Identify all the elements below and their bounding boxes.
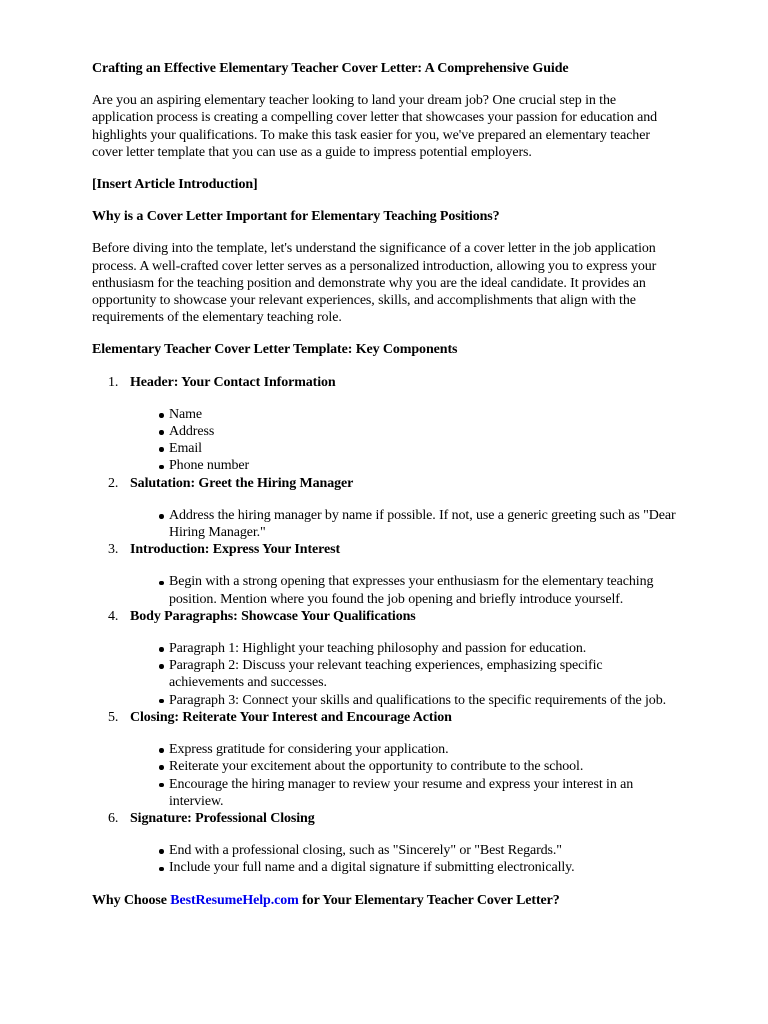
list-item-title: Closing: Reiterate Your Interest and Encourage Action xyxy=(130,709,452,725)
list-item-title: Introduction: Express Your Interest xyxy=(130,542,341,558)
list-number: 3. xyxy=(108,542,119,558)
list-item-title: Body Paragraphs: Showcase Your Qualifications xyxy=(130,608,416,624)
list-item-heading-row xyxy=(92,810,678,827)
document-title: Crafting an Effective Elementary Teacher Cover Letter: A Comprehensive Guide xyxy=(92,61,569,76)
why-choose-suffix: for Your Elementary Teacher Cover Letter? xyxy=(298,892,560,908)
bullet-list xyxy=(92,640,678,709)
bullet-item: End with a professional closing, such as "Sincerely" or "Best Regards." xyxy=(159,842,678,859)
bullet-item: Phone number xyxy=(159,457,678,474)
bullet-item: Include your full name and a digital signature if submitting electronically. xyxy=(159,859,678,876)
bullet-item: Paragraph 3: Connect your skills and qualifications to the specific requirements of the job. xyxy=(159,692,678,709)
list-item-closing xyxy=(92,709,678,810)
bullet-item: Encourage the hiring manager to review your resume and express your interest in an interview. xyxy=(159,776,678,810)
list-number: 1. xyxy=(108,374,119,390)
list-item-title: Header: Your Contact Information xyxy=(130,374,336,390)
why-choose-heading xyxy=(92,892,678,909)
bullet-list xyxy=(92,741,678,810)
list-item-heading-row xyxy=(92,709,678,726)
bullet-item: Address xyxy=(159,423,678,440)
list-item-signature xyxy=(92,810,678,877)
list-item-title: Salutation: Greet the Hiring Manager xyxy=(130,475,354,491)
bullet-item: Begin with a strong opening that expresses your enthusiasm for the elementary teaching position. Mention where you found the job opening and briefly introduce yourself. xyxy=(159,573,678,607)
list-item-body-paragraphs xyxy=(92,608,678,709)
bullet-list xyxy=(92,573,678,607)
list-number: 5. xyxy=(108,709,119,725)
list-number: 4. xyxy=(108,608,119,624)
bullet-item: Paragraph 2: Discuss your relevant teaching experiences, emphasizing specific achievements and successes. xyxy=(159,657,678,691)
why-choose-prefix: Why Choose xyxy=(92,892,171,908)
bullet-item: Email xyxy=(159,440,678,457)
bullet-list xyxy=(92,406,678,475)
list-item-header xyxy=(92,374,678,475)
list-item-heading-row xyxy=(92,475,678,492)
list-item-heading-row xyxy=(92,541,678,558)
brand-link[interactable]: BestResumeHelp.com xyxy=(170,892,299,908)
list-item-heading-row xyxy=(92,374,678,391)
why-cover-letter-heading: Why is a Cover Letter Important for Elementary Teaching Positions? xyxy=(92,209,500,225)
bullet-list xyxy=(92,842,678,876)
bullet-item: Paragraph 1: Highlight your teaching philosophy and passion for education. xyxy=(159,640,678,657)
list-number: 2. xyxy=(108,475,119,491)
bullet-item: Reiterate your excitement about the opportunity to contribute to the school. xyxy=(159,758,678,775)
list-item-salutation xyxy=(92,475,678,542)
insert-article-note: [Insert Article Introduction] xyxy=(92,177,258,193)
intro-paragraph: Are you an aspiring elementary teacher looking to land your dream job? One crucial step in the application process is creating a compelling cover letter that showcases your passion for education and highlights your qualifications. To make this task easier for you, we've prepared an elementary teacher cover letter template that you can use as a guide to impress potential employers. xyxy=(92,93,658,160)
list-number: 6. xyxy=(108,810,119,826)
key-components-heading: Elementary Teacher Cover Letter Template: Key Components xyxy=(92,342,458,358)
why-cover-letter-paragraph: Before diving into the template, let's understand the significance of a cover letter in the job application process. A well-crafted cover letter serves as a personalized introduction, allowing you to express your enthusiasm for the teaching position and demonstrate why you are the ideal candidate. It provides an opportunity to showcase your relevant experiences, skills, and accomplishments that align with the requirements of the elementary teaching role. xyxy=(92,241,657,326)
list-item-introduction xyxy=(92,541,678,608)
bullet-item: Address the hiring manager by name if possible. If not, use a generic greeting such as "Dear Hiring Manager." xyxy=(159,507,678,541)
components-list xyxy=(92,374,678,877)
list-item-heading-row xyxy=(92,608,678,625)
bullet-list xyxy=(92,507,678,541)
bullet-item: Express gratitude for considering your application. xyxy=(159,741,678,758)
bullet-item: Name xyxy=(159,406,678,423)
list-item-title: Signature: Professional Closing xyxy=(130,810,315,826)
